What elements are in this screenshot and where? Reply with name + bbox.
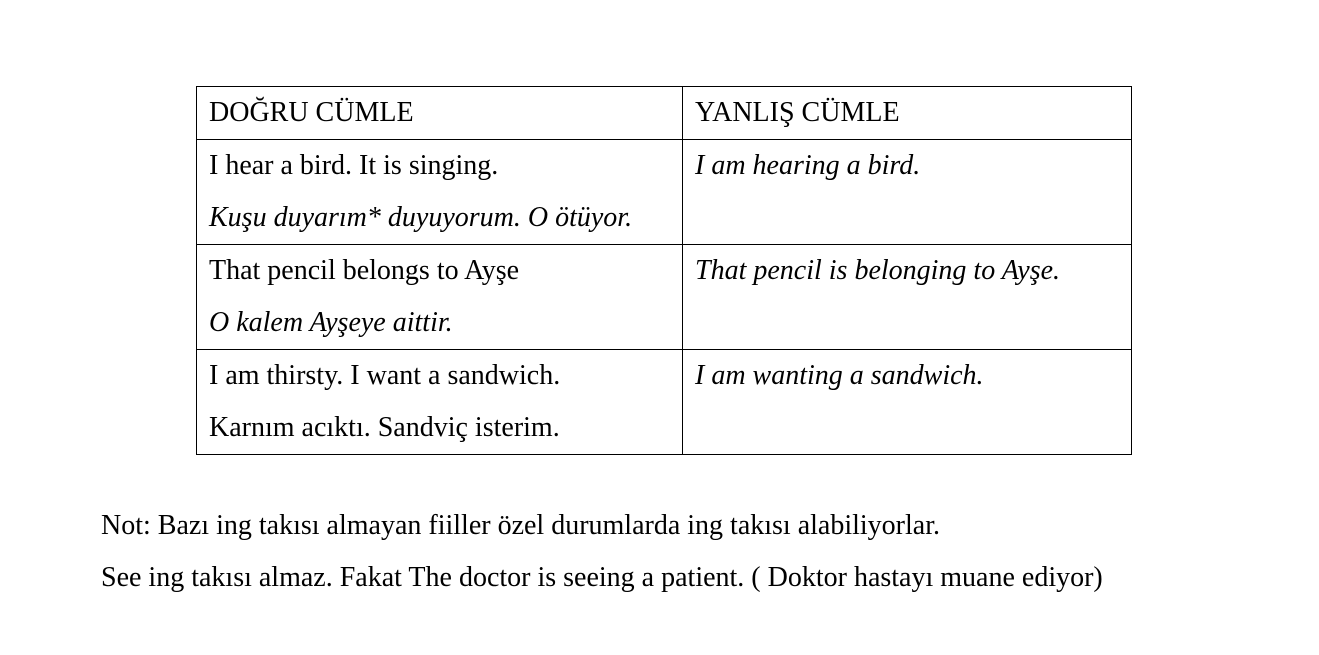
wrong-sentence: That pencil is belonging to Ayşe. xyxy=(695,255,1061,286)
table-row xyxy=(197,350,1132,455)
note-line-2: See ing takısı almaz. Fakat The doctor is seeing a patient. ( Doktor hastayı muane ediyor) xyxy=(101,562,1103,593)
table-row xyxy=(197,140,1132,245)
wrong-sentence: I am wanting a sandwich. xyxy=(695,360,984,391)
correct-english: I am thirsty. I want a sandwich. xyxy=(209,360,561,391)
table-row xyxy=(197,245,1132,350)
note-line-1: Not: Bazı ing takısı almayan fiiller özel durumlarda ing takısı alabiliyorlar. xyxy=(101,510,940,541)
table-header-row xyxy=(197,87,1132,140)
header-correct-label: DOĞRU CÜMLE xyxy=(209,97,414,128)
correct-cell xyxy=(197,245,683,350)
correct-cell xyxy=(197,350,683,455)
header-wrong-label: YANLIŞ CÜMLE xyxy=(695,97,900,128)
header-wrong-sentence xyxy=(683,87,1132,140)
wrong-cell xyxy=(683,350,1132,455)
comparison-table xyxy=(196,86,1132,455)
correct-turkish: O kalem Ayşeye aittir. xyxy=(209,307,453,338)
correct-english: That pencil belongs to Ayşe xyxy=(209,255,520,286)
correct-turkish: Kuşu duyarım* duyuyorum. O ötüyor. xyxy=(209,202,633,233)
header-correct-sentence xyxy=(197,87,683,140)
correct-cell xyxy=(197,140,683,245)
wrong-cell xyxy=(683,140,1132,245)
correct-english: I hear a bird. It is singing. xyxy=(209,150,499,181)
wrong-cell xyxy=(683,245,1132,350)
wrong-sentence: I am hearing a bird. xyxy=(695,150,921,181)
note-paragraph xyxy=(101,500,1103,604)
correct-turkish: Karnım acıktı. Sandviç isterim. xyxy=(209,412,560,443)
